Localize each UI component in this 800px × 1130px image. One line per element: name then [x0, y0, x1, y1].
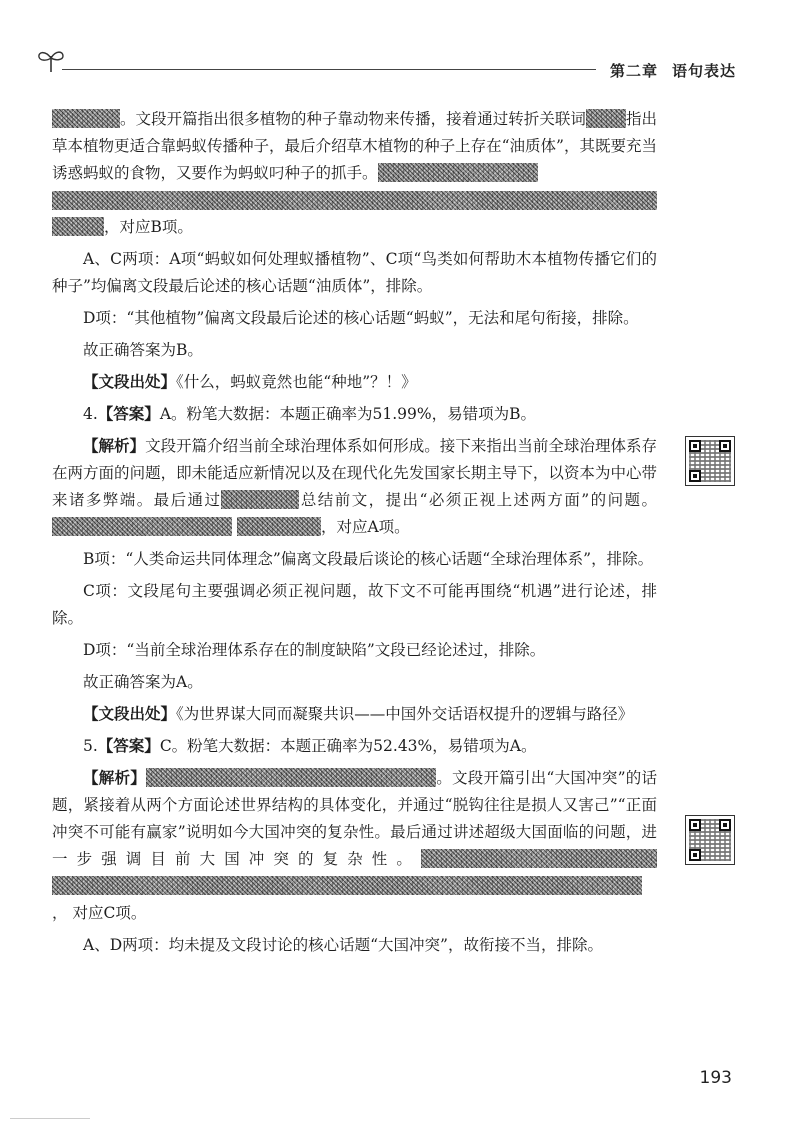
q4-source: 【文段出处】《为世界谋大同而凝聚共识——中国外交话语权提升的逻辑与路径》 [83, 705, 634, 723]
q5-analysis-paragraph: 【解析】 。文段开篇引出“大国冲突”的话题，紧接着从两个方面论述世界结构的具体变化，并通过“脱钩往往是损人又害己”“正面冲突不可能有赢家”说明如今大国冲突的复杂性。最后通过讲述超级大国面临的问题，进一步强调目前大国冲突的复杂性。 ， 对应C项。 [52, 769, 657, 922]
q4-option-b: B项：“人类命运共同体理念”偏离文段最后谈论的核心话题“全球治理体系”，排除。 [83, 550, 654, 568]
q5-answer-header: 5.【答案】C。粉笔大数据：本题正确率为52.43%，易错项为A。 [83, 737, 537, 755]
section-title: 语句表达 [671, 62, 736, 80]
q3-source: 【文段出处】《什么，蚂蚁竟然也能“种地”？！》 [83, 373, 417, 391]
redacted-text [52, 217, 104, 236]
redacted-text [237, 517, 321, 536]
q4-option-c: C项：文段尾句主要强调必须正视问题，故下文不可能再围绕“机遇”进行论述，排除。 [52, 582, 657, 627]
redacted-text [52, 876, 642, 895]
qr-code-icon[interactable] [685, 815, 735, 865]
qr-finder [719, 440, 731, 452]
redacted-text [52, 109, 120, 128]
q4-answer: 故正确答案为A。 [83, 673, 203, 691]
qr-finder [719, 819, 731, 831]
page-number: 193 [699, 1068, 732, 1088]
sprout-icon [36, 46, 66, 76]
chapter-title [596, 60, 736, 81]
page-header [36, 46, 736, 82]
q3-option-d: D项：“其他植物”偏离文段最后论述的核心话题“蚂蚁”，无法和尾句衔接，排除。 [83, 309, 639, 327]
redacted-text [421, 849, 657, 868]
page-content [52, 106, 657, 964]
chapter-number: 第二章 [609, 62, 658, 80]
redacted-text [221, 490, 299, 509]
header-rule [62, 69, 596, 70]
redacted-text [52, 517, 232, 536]
q3-option-ac: A、C两项：A项“蚂蚁如何处理蚁播植物”、C项“鸟类如何帮助木本植物传播它们的种子”均偏离文段最后论述的核心话题“油质体”，排除。 [52, 250, 657, 295]
q4-answer-header: 4.【答案】A。粉笔大数据：本题正确率为51.99%，易错项为B。 [83, 405, 536, 423]
redacted-text [586, 109, 626, 128]
q3-analysis-paragraph: 。文段开篇指出很多植物的种子靠动物来传播，接着通过转折关联词 指出草本植物更适合靠蚂蚁传播种子，最后介绍草木植物的种子上存在“油质体”，其既要充当诱惑蚂蚁的食物，又要作为蚂蚁叼种子的抓手。 ，对应B项。 [52, 110, 657, 236]
qr-finder [689, 440, 701, 452]
q3-answer: 故正确答案为B。 [83, 341, 203, 359]
qr-finder [689, 470, 701, 482]
redacted-text [146, 768, 436, 787]
q4-option-d: D项：“当前全球治理体系存在的制度缺陷”文段已经论述过，排除。 [83, 641, 546, 659]
q5-option-ad: A、D两项：均未提及文段讨论的核心话题“大国冲突”，故衔接不当，排除。 [83, 936, 603, 954]
footer-rule [10, 1118, 90, 1125]
qr-code-icon[interactable] [685, 436, 735, 486]
redacted-text [378, 163, 538, 182]
redacted-line [52, 191, 657, 210]
q4-analysis-paragraph: 【解析】文段开篇介绍当前全球治理体系如何形成。接下来指出当前全球治理体系存在两方面的问题，即未能适应新情况以及在现代化先发国家长期主导下，以资本为中心带来诸多弊端。最后通过 总结前文，提出“必须正视上述两方面”的问题。 ，对应A项。 [52, 437, 657, 536]
qr-finder [689, 819, 701, 831]
qr-finder [689, 849, 701, 861]
